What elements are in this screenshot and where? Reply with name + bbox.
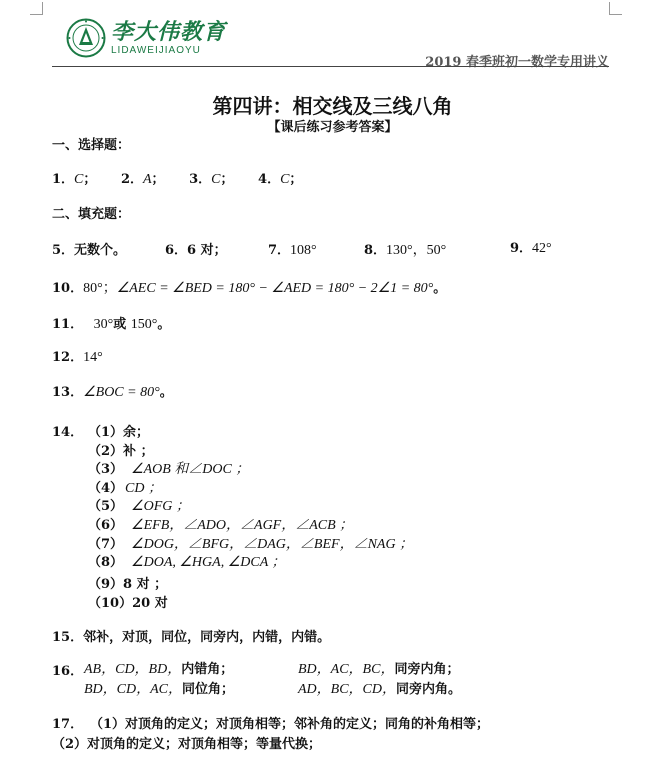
q14-item-key: （7）	[88, 537, 124, 552]
course-label: 2019 春季班初一数学专用讲义	[425, 55, 609, 70]
q14-item-key: （10）	[88, 596, 133, 611]
q16-lines: BD，AC，BC，	[298, 662, 395, 677]
logo-chinese-text: 李大伟教育	[111, 18, 227, 45]
q16-angle-type: 同旁内角；	[394, 662, 460, 677]
q8-answer: 130°，50°	[386, 243, 447, 258]
q2-sep: ；	[151, 172, 165, 187]
q14-item-7	[88, 533, 413, 553]
q11-value-a: 30°	[93, 317, 114, 332]
q7-number: 7．	[268, 243, 291, 258]
q10-number: 10．	[52, 281, 84, 296]
q14-item-text: 20 对	[132, 596, 168, 611]
q14-item-math: ∠DOA, ∠HGA, ∠DCA ；	[131, 555, 286, 570]
q14-item-3	[88, 458, 249, 478]
q14-item-key: （8）	[88, 555, 124, 570]
q4-answer: C	[280, 172, 290, 187]
answer-q6	[165, 239, 227, 258]
q17-number: 17．	[52, 717, 84, 732]
header-divider	[52, 66, 609, 67]
q10-equation: ∠AEC = ∠BED = 180° − ∠AED = 180° − 2∠1 = 80°	[116, 281, 434, 296]
q16-angle-type: 内错角；	[181, 662, 234, 677]
logo-seal-icon	[66, 18, 106, 58]
q12-value: 14°	[83, 350, 103, 365]
q16-line2-left	[84, 678, 234, 698]
q13-equation: ∠BOC = 80°	[83, 385, 160, 400]
q16-line1-left	[84, 658, 233, 678]
q14-item-4	[88, 477, 162, 497]
q2-answer: A	[142, 172, 152, 187]
answer-q13	[52, 381, 173, 401]
q2-number: 2．	[120, 172, 143, 187]
answer-q7	[268, 239, 317, 259]
page-header	[0, 0, 665, 68]
q17-line-2: （2）对顶角的定义；对顶角相等；等量代换；	[52, 737, 322, 752]
answer-q9	[510, 237, 552, 257]
answer-q15: 15．邻补，对顶，同位，同旁内，内错，内错。	[52, 630, 331, 645]
q16-lines: AD，BC，CD，	[298, 682, 396, 697]
q3-answer: C	[211, 172, 221, 187]
q14-item-key: （1）	[88, 425, 124, 440]
q1-number: 1．	[52, 172, 75, 187]
q1-sep: ；	[83, 172, 97, 187]
q14-item-6	[88, 514, 353, 534]
answer-q5: 5．无数个。	[52, 243, 127, 258]
q14-item-math: CD ；	[125, 481, 162, 496]
q1-answer: C	[74, 172, 84, 187]
q14-item-text: 补 ；	[123, 444, 154, 459]
q4-sep: ；	[289, 172, 303, 187]
q7-answer: 108°	[290, 243, 317, 258]
q13-end: 。	[159, 385, 173, 400]
q16-angle-type: 同位角；	[182, 682, 235, 697]
q6-number: 6．	[165, 243, 188, 258]
q10-value: 80°；	[83, 281, 117, 296]
q11-number: 11．	[52, 317, 84, 332]
q9-answer: 42°	[532, 241, 552, 256]
q14-item-math: ∠AOB 和∠DOC ；	[131, 462, 250, 477]
q8-number: 8．	[364, 243, 387, 258]
logo-english-text: LIDAWEIJIAOYU	[111, 44, 201, 56]
q16-number: 16．	[52, 664, 84, 679]
q17-line-1: （1）对顶角的定义；对顶角相等；邻补角的定义；同角的补角相等；	[90, 717, 490, 732]
logo	[66, 18, 226, 58]
q14-item-1	[88, 421, 149, 440]
answer-q12	[52, 346, 103, 366]
answer-q11	[52, 313, 170, 333]
q16-lines: BD，CD，AC，	[84, 682, 182, 697]
answer-q8	[364, 239, 446, 259]
q14-item-key: （5）	[88, 499, 124, 514]
q10-end: 。	[433, 281, 447, 296]
q6-answer: 6 对；	[187, 243, 227, 258]
page-title: 第四讲：相交线及三线八角	[212, 94, 453, 118]
q14-item-8	[88, 551, 286, 571]
q14-item-text: 8 对 ；	[123, 577, 168, 592]
q11-value-b: 150°	[130, 317, 158, 332]
q14-item-2	[88, 440, 154, 459]
answer-line-1-4	[52, 168, 302, 188]
q14-item-9	[88, 573, 167, 592]
q16-lines: AB，CD，BD，	[84, 662, 182, 677]
q14-item-10	[88, 592, 168, 611]
q16-line2-right	[298, 678, 461, 698]
q14-item-math: ∠OFG ；	[131, 499, 190, 514]
q4-number: 4．	[258, 172, 281, 187]
q3-number: 3．	[189, 172, 212, 187]
q14-item-key: （4）	[88, 481, 124, 496]
page-subtitle: 【课后练习参考答案】	[267, 120, 398, 135]
q16-angle-type: 同旁内角。	[396, 682, 462, 697]
q14-item-key: （3）	[88, 462, 124, 477]
q14-item-key: （2）	[88, 444, 124, 459]
q13-number: 13．	[52, 385, 84, 400]
q14-item-key: （9）	[88, 577, 124, 592]
q14-item-key: （6）	[88, 518, 124, 533]
q9-number: 9．	[510, 241, 533, 256]
answer-q10	[52, 277, 446, 297]
q3-sep: ；	[220, 172, 234, 187]
q16-line1-right	[298, 658, 459, 678]
q14-item-math: ∠DOG，∠BFG，∠DAG，∠BEF，∠NAG ；	[131, 537, 414, 552]
q14-item-text: 余；	[123, 425, 150, 440]
q14-number: 14．	[52, 425, 84, 440]
q11-end: 。	[157, 317, 171, 332]
q14-item-5	[88, 495, 190, 515]
section-heading-fill: 二、填充题：	[52, 207, 131, 222]
q11-or: 或	[113, 317, 127, 332]
section-heading-choice: 一、选择题：	[52, 138, 131, 153]
q12-number: 12．	[52, 350, 84, 365]
q14-item-math: ∠EFB，∠ADO，∠AGF，∠ACB ；	[131, 518, 354, 533]
